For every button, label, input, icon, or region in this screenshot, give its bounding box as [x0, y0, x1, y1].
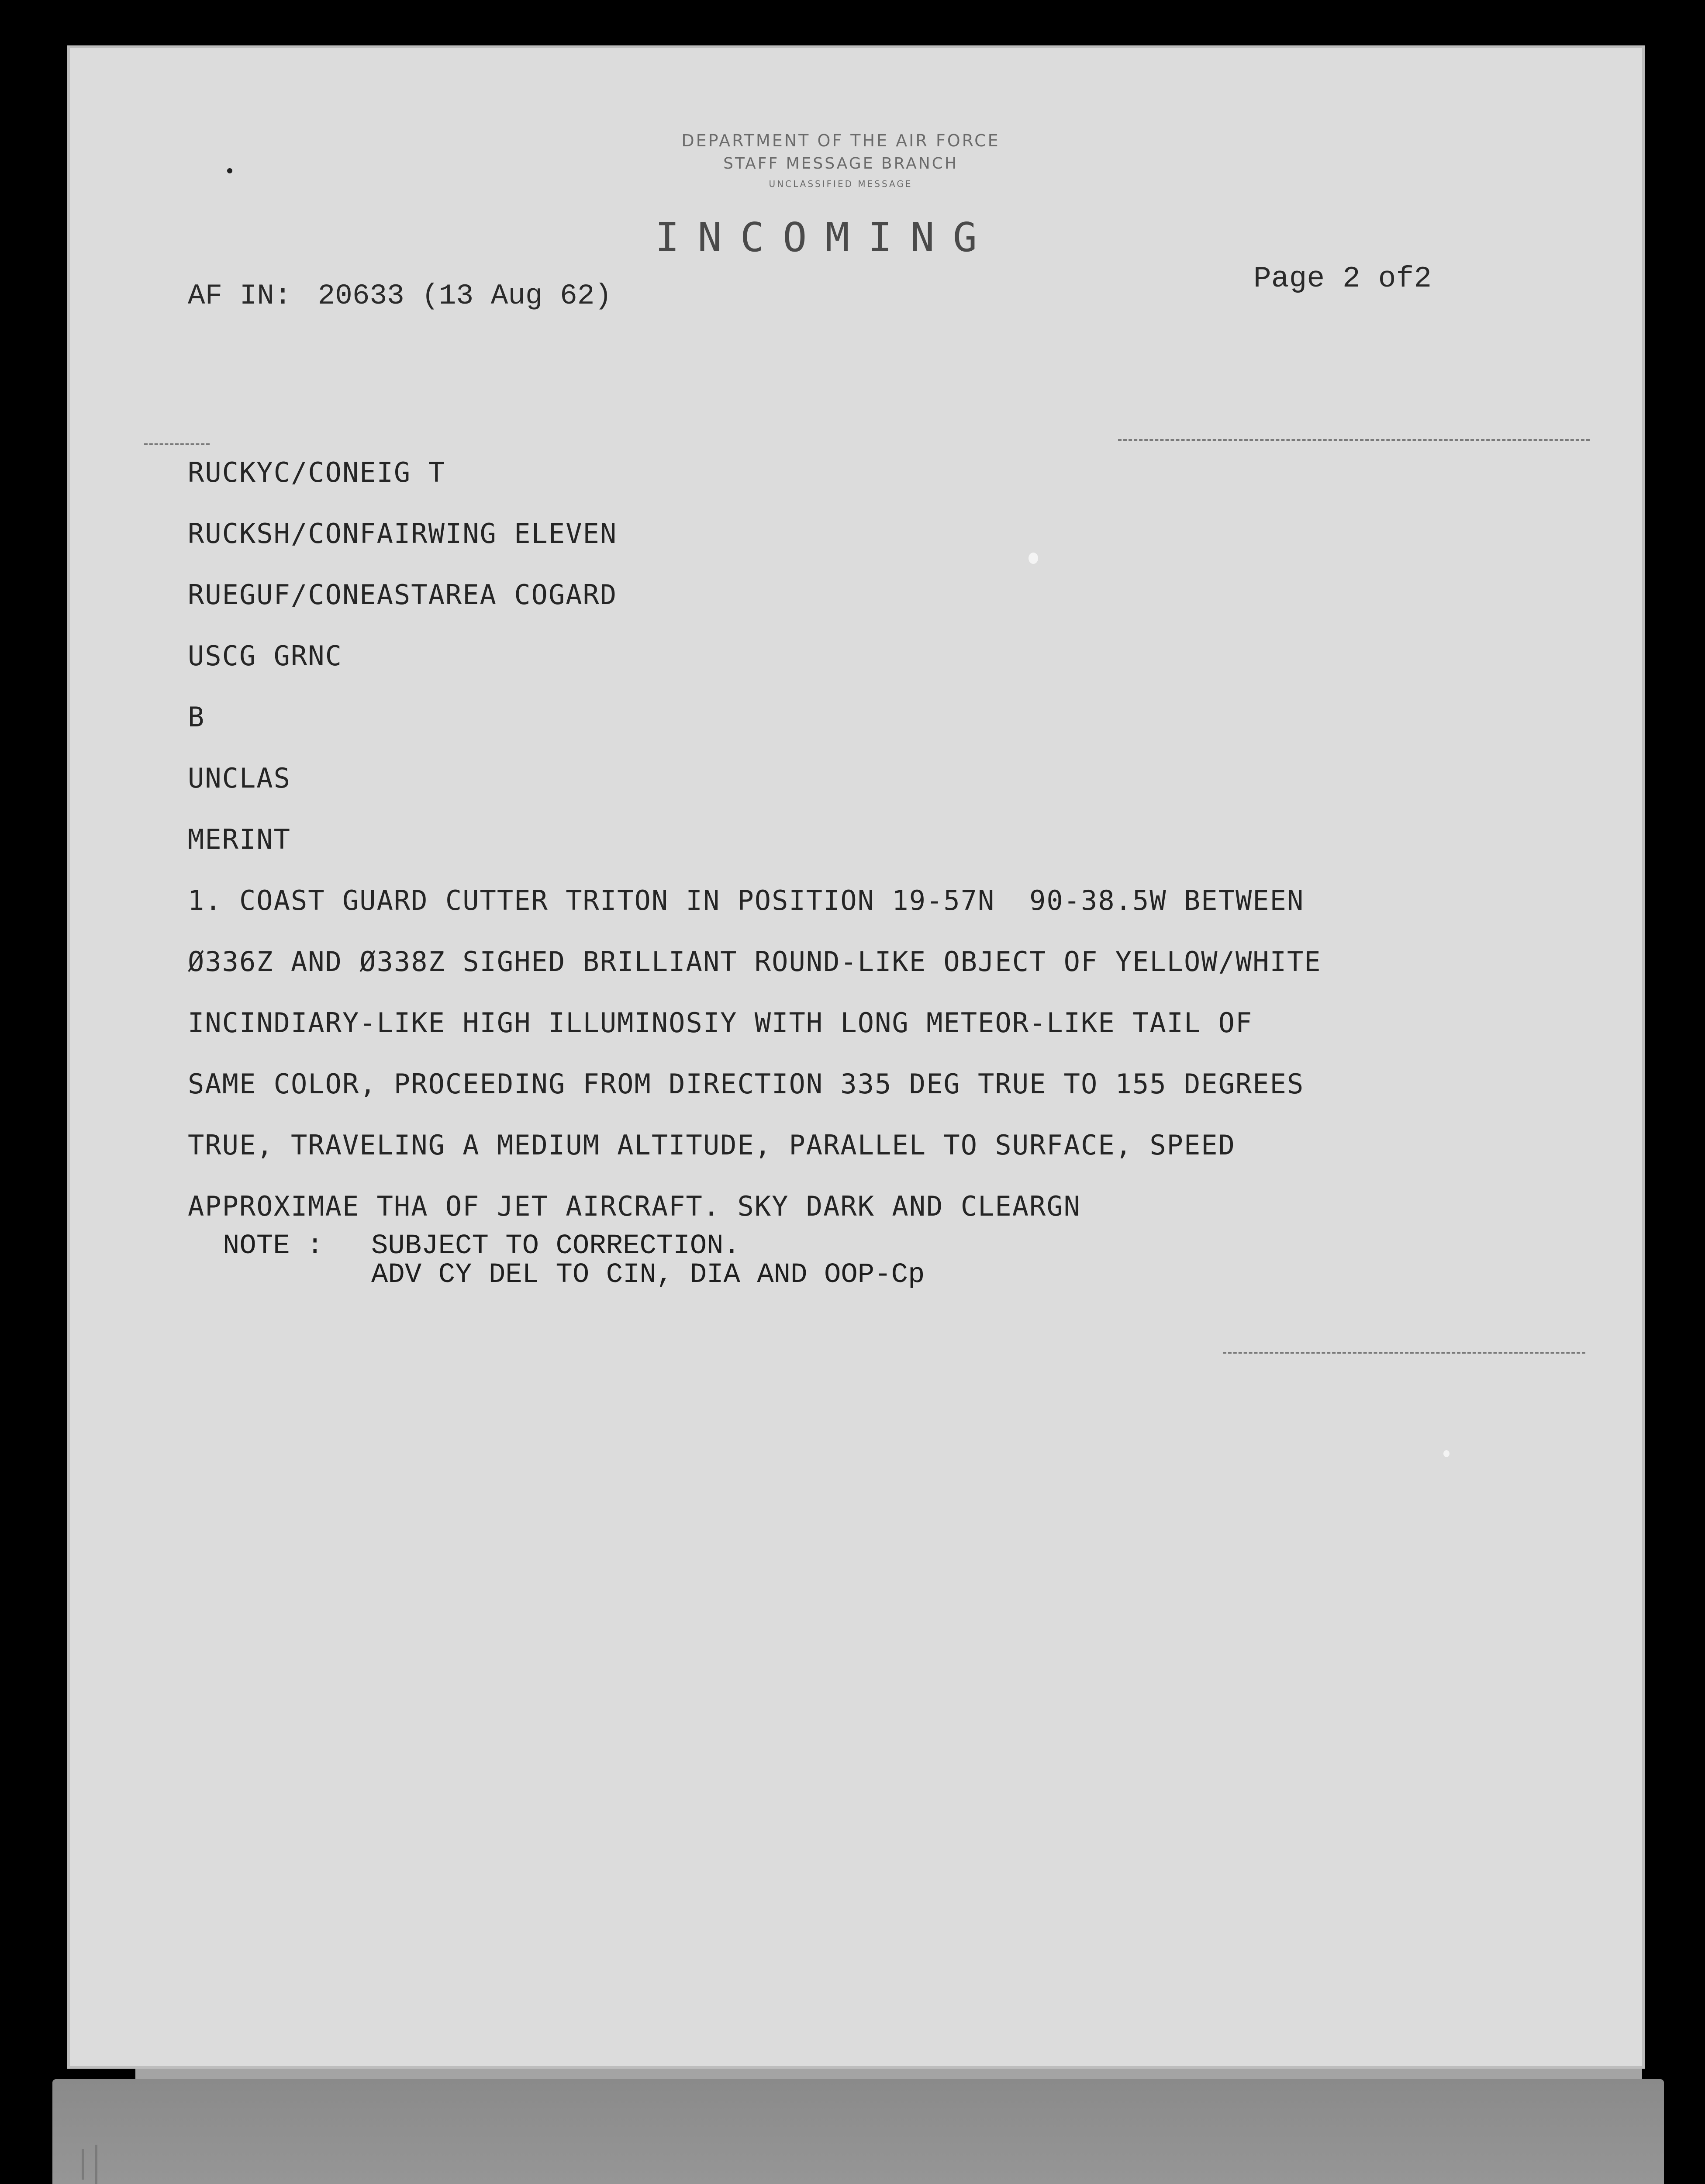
- af-in-value: 20633 (13 Aug 62): [318, 280, 612, 312]
- background-surface: [52, 2079, 1664, 2184]
- af-in-reference: [188, 280, 612, 312]
- page-number: Page 2 of2: [1253, 262, 1432, 296]
- message-line: 1. COAST GUARD CUTTER TRITON IN POSITION 19-57N 90-38.5W BETWEEN: [188, 885, 1305, 916]
- note-line-2: ADV CY DEL TO CIN, DIA AND OOP-Cp: [371, 1259, 925, 1291]
- message-line: UNCLAS: [188, 762, 291, 794]
- note-row: [223, 1232, 925, 1261]
- note-row: [223, 1261, 925, 1289]
- message-body: [188, 456, 1629, 1251]
- message-line: RUCKYC/CONEIG T: [188, 456, 445, 488]
- message-line: B: [188, 701, 205, 733]
- letterhead-classification: UNCLASSIFIED MESSAGE: [769, 179, 913, 189]
- note-block: [223, 1232, 925, 1289]
- film-speck: [227, 168, 232, 173]
- note-label: NOTE :: [223, 1230, 324, 1262]
- handwritten-mark: [66, 2132, 179, 2184]
- message-line: RUEGUF/CONEASTAREA COGARD: [188, 579, 618, 611]
- message-line: RUCKSH/CONFAIRWING ELEVEN: [188, 518, 618, 549]
- message-line: INCINDIARY-LIKE HIGH ILLUMINOSIY WITH LONG METEOR-LIKE TAIL OF: [188, 1007, 1253, 1039]
- header-divider-left: [144, 443, 210, 445]
- letterhead: [611, 131, 1070, 189]
- message-line: SAME COLOR, PROCEEDING FROM DIRECTION 335 DEG TRUE TO 155 DEGREES: [188, 1068, 1305, 1100]
- message-line: MERINT: [188, 823, 291, 855]
- incoming-stamp: INCOMING: [655, 214, 996, 261]
- message-line: Ø336Z AND Ø338Z SIGHED BRILLIANT ROUND-LIKE OBJECT OF YELLOW/WHITE: [188, 946, 1322, 978]
- letterhead-branch: STAFF MESSAGE BRANCH: [723, 155, 958, 173]
- film-speck: [1029, 553, 1038, 564]
- film-speck: [1443, 1450, 1450, 1457]
- message-line: APPROXIMAE THA OF JET AIRCRAFT. SKY DARK AND CLEARGN: [188, 1190, 1081, 1222]
- note-line-1: SUBJECT TO CORRECTION.: [371, 1230, 740, 1262]
- header-divider-right: [1118, 439, 1590, 441]
- letterhead-department: DEPARTMENT OF THE AIR FORCE: [681, 131, 1000, 150]
- body-divider: [1223, 1352, 1585, 1354]
- message-line: TRUE, TRAVELING A MEDIUM ALTITUDE, PARALLEL TO SURFACE, SPEED: [188, 1129, 1236, 1161]
- af-in-label: AF IN:: [188, 280, 292, 312]
- message-line: USCG GRNC: [188, 640, 342, 672]
